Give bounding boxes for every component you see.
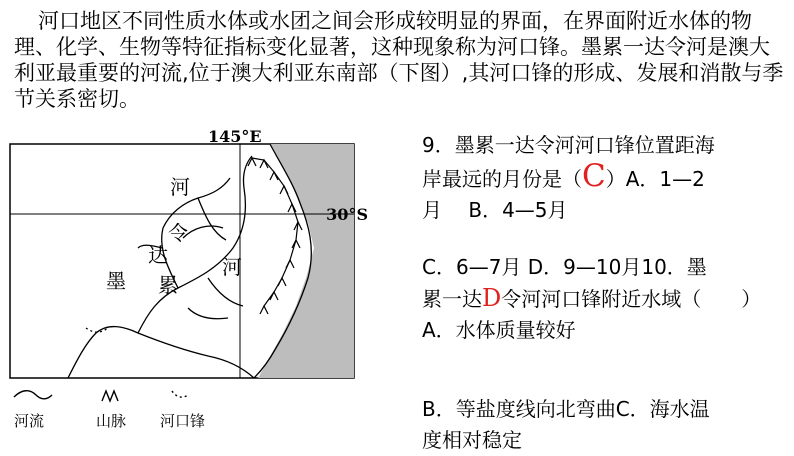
q9-line2: 岸最远的月份是（C）A．1—2 — [422, 158, 705, 194]
q9-answer: C — [582, 158, 606, 194]
river-char-3: 达 — [148, 243, 168, 267]
river-char-2: 令 — [168, 221, 188, 245]
longitude-label: 145°E — [208, 128, 262, 146]
river-char-6: 河 — [222, 255, 242, 279]
legend-river-icon — [14, 391, 52, 399]
question-9 — [422, 130, 792, 226]
latitude-label: 30°S — [326, 205, 368, 224]
q9-line1: 9．墨累一达令河河口锋位置距海 — [422, 133, 715, 157]
q10-option-a: A．水体质量较好 — [422, 318, 576, 342]
legend-mountain-label: 山脉 — [96, 412, 127, 430]
legend-river-label: 河流 — [14, 412, 45, 430]
q10-option-c-cont: 度相对稳定 — [422, 428, 522, 452]
q10-line2: 累一达D令河河口锋附近水域（ ） — [422, 284, 762, 312]
murray-darling-map — [8, 128, 368, 383]
q10-answer: D — [482, 284, 502, 312]
river-char-5: 累 — [158, 273, 178, 297]
legend-estuary-label: 河口锋 — [160, 412, 206, 430]
legend-mountain-icon — [102, 391, 118, 401]
legend-estuary-icon — [172, 391, 188, 397]
question-10 — [422, 252, 792, 346]
river-char-4: 墨 — [106, 269, 126, 293]
q10-line1: C．6—7月 D．9—10月10．墨 — [422, 255, 707, 279]
intro-paragraph: 河口地区不同性质水体或水团之间会形成较明显的界面，在界面附近水体的物理、化学、生物等特征指标变化显著，这种现象称为河口锋。墨累一达令河是澳大利亚最重要的河流,位于澳大利亚东南部（下图）,其河口锋的形成、发展和消散与季节关系密切。 — [14, 9, 784, 111]
q10-option-bc: B．等盐度线向北弯曲C．海水温 — [422, 397, 710, 421]
river-char-1: 河 — [170, 175, 190, 199]
q9-line3: 月 B．4—5月 — [422, 198, 568, 222]
